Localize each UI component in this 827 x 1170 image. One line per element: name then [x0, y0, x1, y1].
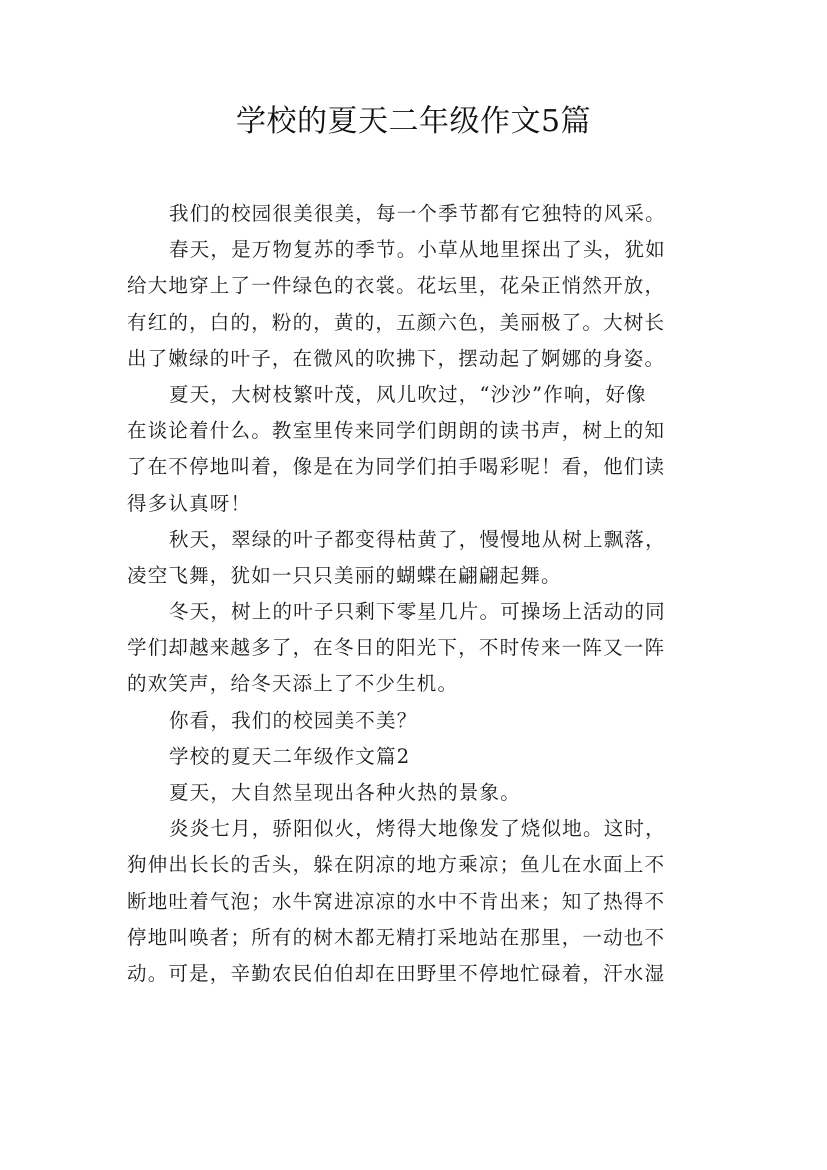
text-line: 了在不停地叫着，像是在为同学们拍手喝彩呢！看，他们读	[127, 455, 666, 479]
text-line: 动。可是，辛勤农民伯伯却在田野里不停地忙碌着，汗水湿	[127, 961, 666, 985]
text-line: 的欢笑声，给冬天添上了不少生机。	[127, 672, 459, 696]
text-line: 夏天，大自然呈现出各种火热的景象。	[169, 781, 521, 804]
text-line: 在谈论着什么。教室里传来同学们朗朗的读书声，树上的知	[127, 419, 666, 443]
text-line: 凌空飞舞，犹如一只只美丽的蝴蝶在翩翩起舞。	[127, 563, 562, 587]
text-line: 狗伸出长长的舌头，躲在阴凉的地方乘凉；鱼儿在水面上不	[127, 853, 666, 877]
text-line: 夏天，大树枝繁叶茂，风儿吹过，“沙沙”作响，好像	[169, 382, 647, 406]
text-line: 炎炎七月，骄阳似火，烤得大地像发了烧似地。这时，	[169, 817, 666, 841]
text-line: 得多认真呀！	[127, 491, 252, 515]
text-line: 出了嫩绿的叶子，在微风的吹拂下，摆动起了婀娜的身姿。	[127, 346, 666, 370]
text-line: 春天，是万物复苏的季节。小草从地里探出了头，犹如	[169, 238, 666, 262]
text-line: 停地叫唤者；所有的树木都无精打采地站在那里，一动也不	[127, 925, 666, 949]
text-line: 给大地穿上了一件绿色的衣裳。花坛里，花朵正悄然开放，	[127, 274, 666, 298]
text-line: 冬天，树上的叶子只剩下零星几片。可操场上活动的同	[169, 600, 666, 624]
text-line: 有红的，白的，粉的，黄的，五颜六色，美丽极了。大树长	[127, 310, 666, 334]
text-line: 我们的校园很美很美，每一个季节都有它独特的风采。	[169, 202, 666, 225]
text-line: 秋天，翠绿的叶子都变得枯黄了，慢慢地从树上飘落，	[169, 527, 666, 551]
section-heading: 学校的夏天二年级作文篇2	[169, 744, 411, 768]
text-line: 断地吐着气泡；水牛窝进凉凉的水中不肯出来；知了热得不	[127, 889, 666, 913]
text-line: 学们却越来越多了，在冬日的阳光下，不时传来一阵又一阵	[127, 636, 666, 660]
text-line: 你看，我们的校园美不美？	[169, 708, 418, 732]
document-title: 学校的夏天二年级作文5篇	[235, 104, 592, 139]
document-body	[127, 196, 717, 992]
